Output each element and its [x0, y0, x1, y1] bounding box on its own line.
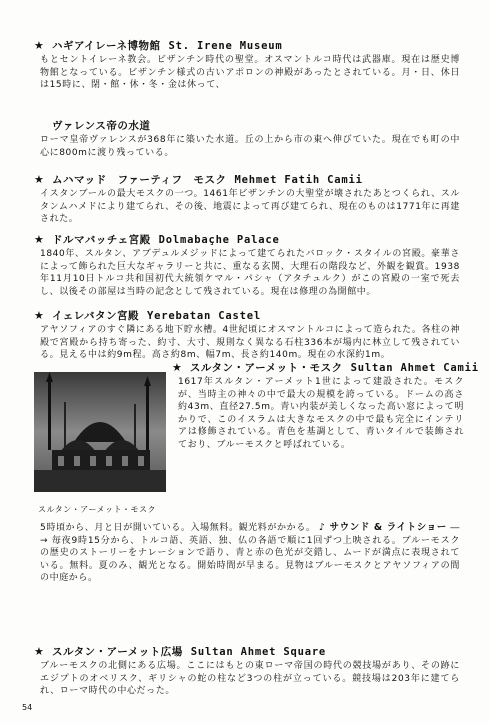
section-heading [34, 308, 460, 322]
section-heading [34, 644, 460, 658]
section-title-jp: ムハマッド ファーティフ モスク [52, 174, 227, 186]
section-heading [34, 232, 460, 246]
star-icon: ★ [34, 39, 44, 52]
section-st-irene [34, 38, 460, 92]
star-icon: ★ [34, 173, 44, 186]
section-body [40, 522, 460, 585]
body-before: 5時頃から、月と日が開いている。入場無料。観光料がかかる。 [40, 523, 316, 533]
section-title-en: St. Irene Museum [168, 40, 283, 52]
section-heading [172, 360, 479, 374]
sound-light-show-label: ♪ サウンド & ライトショー [318, 522, 447, 533]
body-after: 毎夜9時15分から、トルコ語、英語、独、仏の各語で順に1回ずつ上映される。ブルーモスクの歴史のストーリーをナレーションで語り、青と赤の色光が交錯し、ムードが満点に表現されている。無料。夏のみ、観光となる。開始時間が早まる。見物はブルーモスクとアヤソフィアの間の中庭から。 [40, 535, 460, 583]
arrow-right-icon: ―→ [40, 523, 461, 546]
section-body: ブルーモスクの北側にある広場。ここにはもとの東ローマ帝国の時代の競技場があり、その跡にエジプトのオベリスク、ギリシャの蛇の柱など3つの柱が立っている。競技場は203年に建てられ、ローマ時代の中心だった。 [40, 661, 460, 696]
section-sultan-ahmet-square [34, 644, 460, 698]
section-title-en: Dolmabaçhe Palace [158, 234, 280, 246]
page-number: 54 [22, 703, 33, 712]
section-sultan-ahmet-mosque [172, 360, 479, 451]
section-heading [34, 38, 460, 52]
section-title-en: Sultan Ahmet Square [190, 646, 327, 658]
section-title-en: Yerebatan Castel [147, 310, 261, 322]
section-title-jp: ドルマバッチェ宮殿 [52, 234, 151, 246]
section-title-en: Mehmet Fatih Camii [234, 174, 363, 186]
section-title-jp: ハギアイレーネ博物館 [52, 40, 161, 52]
section-yerebatan [34, 308, 460, 362]
star-icon: ★ [172, 361, 182, 374]
star-icon: ★ [34, 233, 44, 246]
section-body: イスタンブールの最大モスクの一つ。1461年ビザンチンの大聖堂が壊されたあとつくられ、スルタンムハメドにより建てられ、その後、地震によって再び建てられ、現在のものは1771年に再建された。 [40, 189, 460, 224]
section-title-en: Sultan Ahmet Camii [350, 362, 479, 374]
section-body: 1840年、スルタン、アブデュルメジッドによって建てられたバロック・スタイルの宮殿。豪華さによって飾られた巨大なギャラリーと共に、重なる玄関、大理石の階段など、外観を観賞。1938年11月10日トルコ共和国初代大統領ケマル・パシャ（アタチュルク）がこの宮殿の一室で死去し、以後その部屋は当時の記念として残されている。現在は修理の為開館中。 [40, 249, 460, 297]
section-title-jp: イェレバタン宮殿 [52, 310, 140, 322]
section-body: もとセントイレーネ教会。ビザンチン時代の聖堂。オスマントルコ時代は武器庫。現在は歴史博物館となっている。ビザンチン様式の古いアポロンの神殿があったとされている。月・日、休日は15時に、閉・館・休・冬・金は休って、 [40, 55, 460, 90]
star-icon: ★ [34, 309, 44, 322]
section-title-jp: スルタン・アーメット・モスク [189, 362, 343, 374]
blue-mosque-photo [34, 372, 166, 492]
section-fatih-mosque [34, 172, 460, 226]
section-heading [34, 172, 460, 186]
section-body: アヤソフィアのすぐ隣にある地下貯水槽。4世紀頃にオスマントルコによって造られた。各柱の神殿で宮殿から持ち寄った、約寸、大寸、規則なく異なる石柱336本が場内に林立して残されている。見える中は約9m程。高さ約8m、幅7m、長さ約140m。現在の水深約1m。 [40, 325, 460, 360]
photo-caption: スルタン・アーメット・モスク [38, 505, 157, 514]
section-valens-aqueduct [34, 118, 460, 159]
section-title-jp: スルタン・アーメット広場 [52, 646, 183, 658]
section-heading [34, 118, 460, 132]
section-title-jp: ヴァレンス帝の水道 [52, 120, 151, 132]
section-body: 1617年スルタン・アーメット1世によって建設された。モスクが、当時主の神々の中で最大の規模を誇っている。ドームの高さ約43m、直径27.5m。青い内装が美しくなった高い窓によって明かりで、このイスラムは大きなモスクの中で最も完全にインテリアは修飾されている。青色を基調として、青いタイルで装飾されており、ブルーモスクと呼ばれている。 [178, 377, 464, 450]
star-icon: ★ [34, 645, 44, 658]
section-body: ローマ皇帝ヴァレンスが368年に築いた水道。丘の上から市の東へ伸びていた。現在でも町の中心に800mに渡り残っている。 [40, 135, 460, 158]
sound-light-show [40, 520, 460, 585]
section-dolmabahce-palace [34, 232, 460, 298]
